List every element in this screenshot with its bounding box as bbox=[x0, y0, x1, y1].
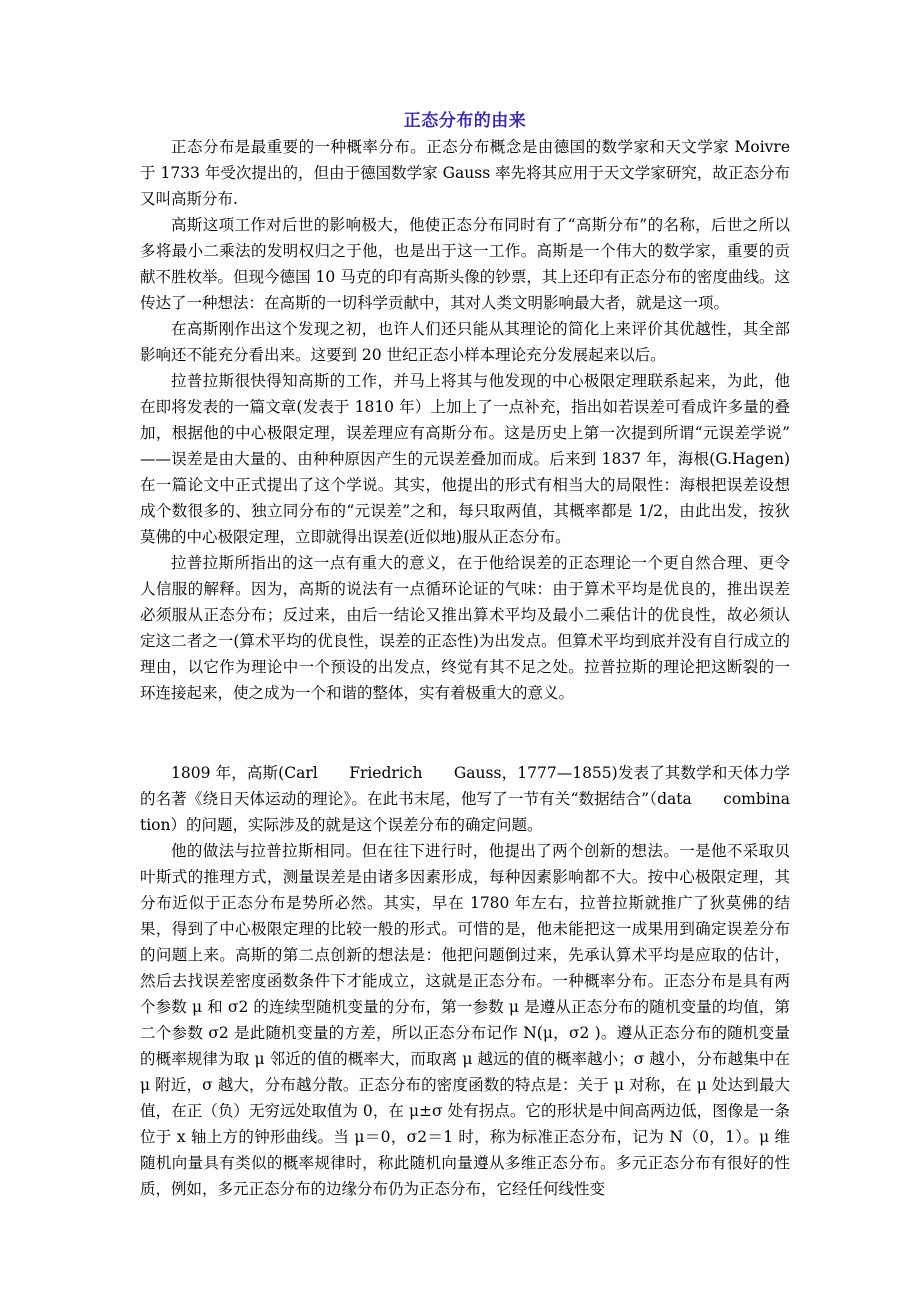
paragraph: 拉普拉斯所指出的这一点有重大的意义，在于他给误差的正态理论一个更自然合理、更令人信服的解释。因为，高斯的说法有一点循环论证的气味：由于算术平均是优良的，推出误差必须服从正态分布；反过来，由后一结论又推出算术平均及最小二乘估计的优良性，故必须认定这二者之一(算术平均的优良性，误差的正态性)为出发点。但算术平均到底并没有自行成立的理由，以它作为理论中一个预设的出发点，终觉有其不足之处。拉普拉斯的理论把这断裂的一环连接起来，使之成为一个和谐的整体，实有着极重大的意义。 bbox=[140, 554, 790, 702]
page-title: 正态分布的由来 bbox=[403, 111, 527, 131]
paragraph: 他的做法与拉普拉斯相同。但在往下进行时，他提出了两个创新的想法。一是他不采取贝叶斯式的推理方式，测量误差是由诸多因素形成，每种因素影响都不大。按中心极限定理，其分布近似于正态分布是势所必然。其实，早在 1780 年左右，拉普拉斯就推广了狄莫佛的结果，得到了中心极限定理的比较一般的形式。可惜的是，他未能把这一成果用到确定误差分布的问题上来。高斯的第二点创新的想法是：他把问题倒过来，先承认算术平均是应取的估计，然后去找误差密度函数条件下才能成立，这就是正态分布。一种概率分布。正态分布是具有两个参数 μ 和 σ2 的连续型随机变量的分布，第一参数 μ 是遵从正态分布的随机变量的均值，第二个参数 σ2 是此随机变量的方差，所以正态分布记作 N(μ，σ2 )。遵从正态分布的随机变量的概率规律为取 μ 邻近的值的概率大，而取离 μ 越远的值的概率越小；σ 越小，分布越集中在 μ 附近，σ 越大，分布越分散。正态分布的密度函数的特点是：关于 μ 对称，在 μ 处达到最大值，在正（负）无穷远处取值为 0，在 μ±σ 处有拐点。它的形状是中间高两边低，图像是一条位于 x 轴上方的钟形曲线。当 μ＝0，σ2＝1 时，称为标准正态分布，记为 N（0，1）。μ 维随机向量具有类似的概率规律时，称此随机向量遵从多维正态分布。多元正态分布有很好的性质，例如，多元正态分布的边缘分布仍为正态分布，它经任何线性变 bbox=[140, 842, 790, 1198]
paragraph: 正态分布是最重要的一种概率分布。正态分布概念是由德国的数学家和天文学家 Moivre 于 1733 年受次提出的，但由于德国数学家 Gauss 率先将其应用于天文学家研究，故正态分布又叫高斯分布. bbox=[140, 138, 790, 208]
text-block-2 bbox=[140, 760, 790, 1202]
text-block-1 bbox=[140, 134, 790, 706]
paragraph: 高斯这项工作对后世的影响极大，他使正态分布同时有了“高斯分布”的名称，后世之所以多将最小二乘法的发明权归之于他，也是出于这一工作。高斯是一个伟大的数学家，重要的贡献不胜枚举。但现今德国 10 马克的印有高斯头像的钞票，其上还印有正态分布的密度曲线。这传达了一种想法：在高斯的一切科学贡献中，其对人类文明影响最大者，就是这一项。 bbox=[140, 216, 790, 312]
paragraph: 拉普拉斯很快得知高斯的工作，并马上将其与他发现的中心极限定理联系起来，为此，他在即将发表的一篇文章(发表于 1810 年）上加上了一点补充，指出如若误差可看成许多量的叠加，根据他的中心极限定理，误差理应有高斯分布。这是历史上第一次提到所谓“元误差学说”——误差是由大量的、由种种原因产生的元误差叠加而成。后来到 1837 年，海根(G.Hagen)在一篇论文中正式提出了这个学说。其实，他提出的形式有相当大的局限性：海根把误差设想成个数很多的、独立同分布的“元误差”之和，每只取两值，其概率都是 1/2，由此出发，按狄莫佛的中心极限定理，立即就得出误差(近似地)服从正态分布。 bbox=[140, 372, 790, 546]
block-separator bbox=[140, 706, 790, 760]
paragraph: 1809 年，高斯(Carl Friedrich Gauss，1777—1855)发表了其数学和天体力学的名著《绕日天体运动的理论》。在此书末尾，他写了一节有关“数据结合”（data combination）的问题，实际涉及的就是这个误差分布的确定问题。 bbox=[140, 764, 790, 834]
paragraph: 在高斯刚作出这个发现之初，也许人们还只能从其理论的简化上来评价其优越性，其全部影响还不能充分看出来。这要到 20 世纪正态小样本理论充分发展起来以后。 bbox=[140, 320, 790, 364]
